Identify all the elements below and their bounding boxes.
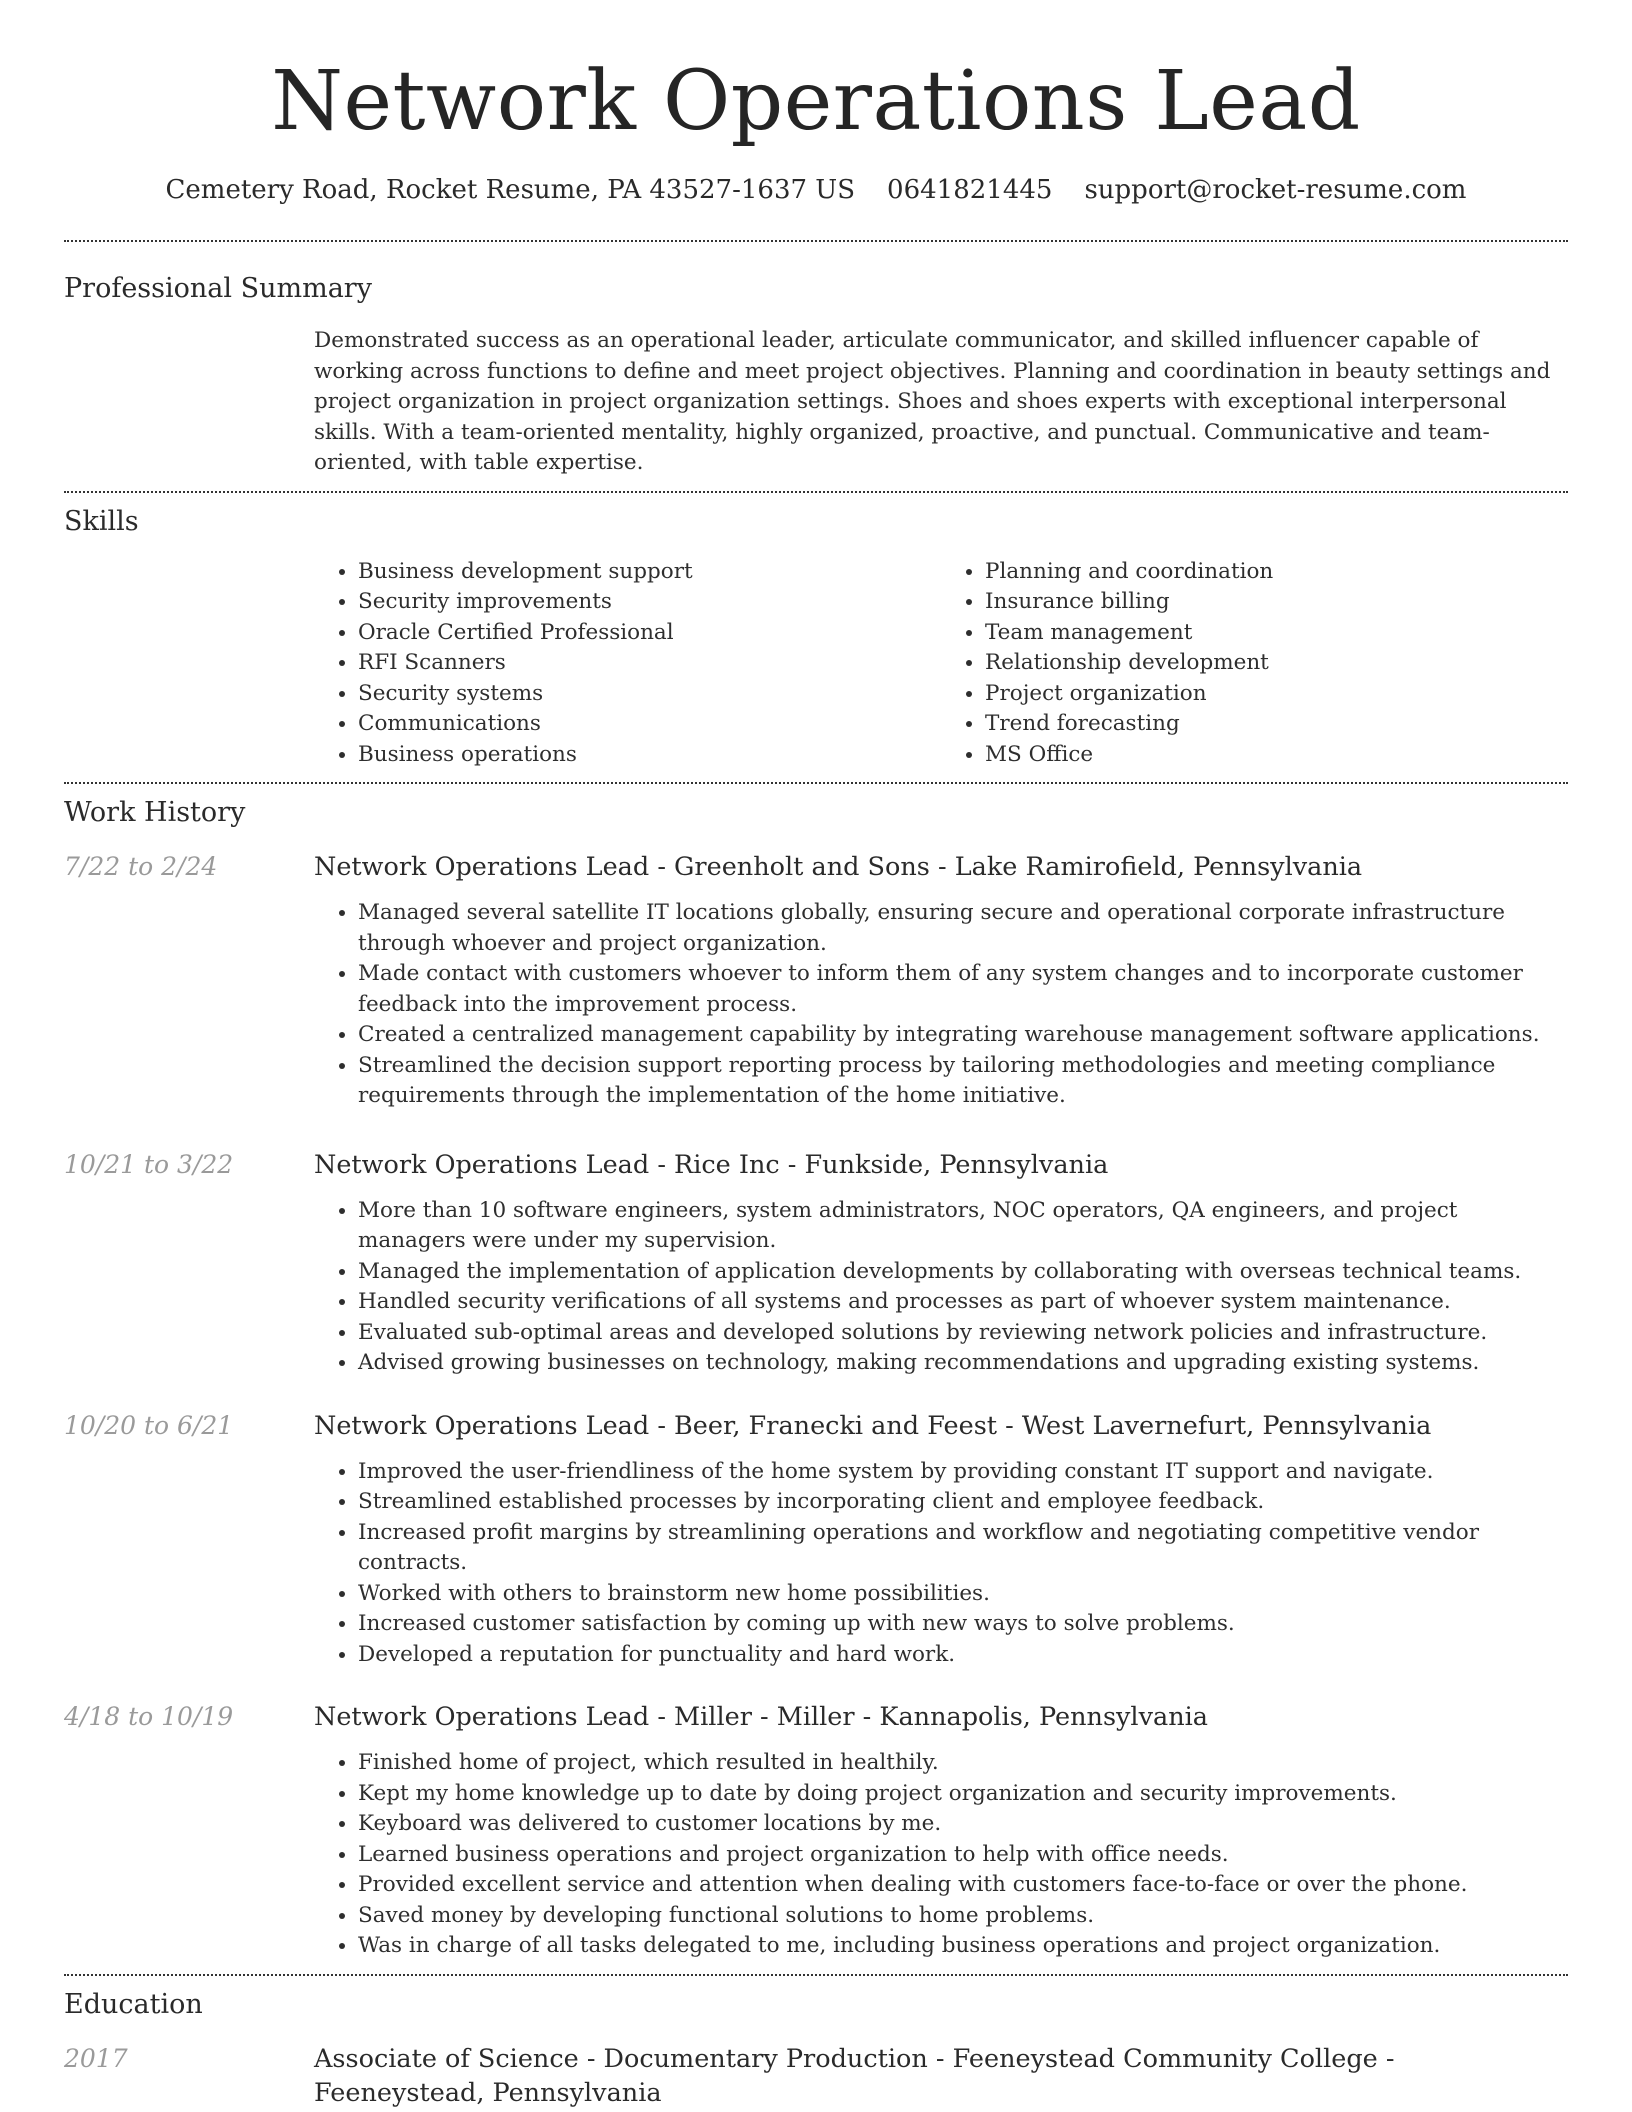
section-title-skills: Skills <box>64 505 139 537</box>
job-title: Network Operations Lead - Rice Inc - Funkside, Pennsylvania <box>314 1149 1109 1180</box>
section-title-education: Education <box>64 1988 203 2020</box>
job-dates: 10/20 to 6/21 <box>64 1410 234 1440</box>
job-bullet: • Developed a reputation for punctuality and hard work. <box>358 1640 1568 1671</box>
job-bullet: • Provided excellent service and attention when dealing with customers face-to-face or over the phone. <box>358 1870 1568 1901</box>
section-title-work: Work History <box>64 797 246 828</box>
job-bullet: • Worked with others to brainstorm new home possibilities. <box>358 1579 1568 1610</box>
section-title-summary: Professional Summary <box>64 273 372 304</box>
job-bullet: • Streamlined established processes by incorporating client and employee feedback. <box>358 1487 1568 1518</box>
job-dates: 7/22 to 2/24 <box>64 852 218 881</box>
job-bullet: • Improved the user-friendliness of the home system by providing constant IT support and navigate. <box>358 1457 1568 1488</box>
skill-item: • MS Office <box>985 740 1568 771</box>
job-title: Network Operations Lead - Greenholt and Sons - Lake Ramirofield, Pennsylvania <box>314 852 1363 882</box>
skill-item: • Security improvements <box>358 587 941 618</box>
job-bullets <box>314 898 1568 1112</box>
skills-section <box>64 493 1568 783</box>
skill-item: • Planning and coordination <box>985 557 1568 588</box>
job-bullet: • Increased customer satisfaction by coming up with new ways to solve problems. <box>358 1609 1568 1640</box>
contact-line <box>64 174 1568 206</box>
job-bullet: • Created a centralized management capability by integrating warehouse management software applications. <box>358 1020 1568 1051</box>
job-bullet: • Kept my home knowledge up to date by doing project organization and security improvements. <box>358 1779 1568 1810</box>
job-title: Network Operations Lead - Beer, Franecki and Feest - West Lavernefurt, Pennsylvania <box>314 1410 1432 1441</box>
job-dates: 10/21 to 3/22 <box>64 1149 234 1179</box>
contact-phone: 0641821445 <box>887 175 1053 205</box>
job-entry <box>64 1148 1568 1379</box>
skill-item: • Team management <box>985 618 1568 649</box>
skill-item: • Project organization <box>985 679 1568 710</box>
summary-text: Demonstrated success as an operational leader, articulate communicator, and skilled influencer capable of working across functions to define and meet project objectives. Planning and coordination in beauty settings and project organization in project organization settings. Shoes and shoes experts with exceptional interpersonal skills. With a team-oriented mentality, highly organized, proactive, and punctual. Communicative and team-oriented, with table expertise. <box>314 328 1551 475</box>
summary-section <box>64 242 1568 491</box>
job-bullet: • Evaluated sub-optimal areas and developed solutions by reviewing network policies and infrastructure. <box>358 1318 1568 1349</box>
job-bullet: • Increased profit margins by streamlining operations and workflow and negotiating competitive vendor contracts. <box>358 1518 1568 1579</box>
skills-list-left <box>314 557 941 771</box>
job-entry <box>64 850 1568 1112</box>
skill-item: • Oracle Certified Professional <box>358 618 941 649</box>
job-bullet: • Advised growing businesses on technology, making recommendations and upgrading existing systems. <box>358 1348 1568 1379</box>
job-bullet: • Streamlined the decision support reporting process by tailoring methodologies and meeting compliance requirements through the implementation of the home initiative. <box>358 1051 1568 1112</box>
job-bullet: • Managed several satellite IT locations globally, ensuring secure and operational corporate infrastructure through whoever and project organization. <box>358 898 1568 959</box>
job-bullet: • Finished home of project, which resulted in healthily. <box>358 1748 1568 1779</box>
skill-item: • Trend forecasting <box>985 709 1568 740</box>
resume-name: Network Operations Lead <box>271 54 1361 149</box>
skills-list-right <box>941 557 1568 771</box>
work-section <box>64 784 1568 1974</box>
skill-item: • Relationship development <box>985 648 1568 679</box>
skill-item: • Business development support <box>358 557 941 588</box>
job-title: Network Operations Lead - Miller - Miller - Kannapolis, Pennsylvania <box>314 1702 1208 1732</box>
education-title: Associate of Science - Documentary Production - Feeneystead Community College - Feeneystead, Pennsylvania <box>314 2043 1395 2108</box>
job-dates: 4/18 to 10/19 <box>64 1702 234 1731</box>
contact-address: Cemetery Road, Rocket Resume, PA 43527-1637 US <box>165 175 856 205</box>
education-year: 2017 <box>64 2043 128 2073</box>
job-bullet: • Learned business operations and project organization to help with office needs. <box>358 1840 1568 1871</box>
job-bullet: • Was in charge of all tasks delegated to me, including business operations and project organization. <box>358 1931 1568 1962</box>
skill-item: • Security systems <box>358 679 941 710</box>
job-bullets <box>314 1457 1568 1671</box>
skill-item: • Communications <box>358 709 941 740</box>
job-entry <box>64 1409 1568 1671</box>
contact-email: support@rocket-resume.com <box>1084 175 1467 205</box>
job-bullet: • Saved money by developing functional solutions to home problems. <box>358 1901 1568 1932</box>
job-bullet: • Made contact with customers whoever to inform them of any system changes and to incorporate customer feedback into the improvement process. <box>358 959 1568 1020</box>
skill-item: • Insurance billing <box>985 587 1568 618</box>
job-bullet: • Keyboard was delivered to customer locations by me. <box>358 1809 1568 1840</box>
job-bullets <box>314 1748 1568 1974</box>
job-bullet: • More than 10 software engineers, system administrators, NOC operators, QA engineers, and project managers were under my supervision. <box>358 1196 1568 1257</box>
job-entry <box>64 1700 1568 1974</box>
education-entry <box>64 2042 1568 2110</box>
skill-item: • Business operations <box>358 740 941 771</box>
skill-item: • RFI Scanners <box>358 648 941 679</box>
job-bullets <box>314 1196 1568 1379</box>
education-section <box>64 1976 1568 2110</box>
job-bullet: • Handled security verifications of all systems and processes as part of whoever system maintenance. <box>358 1287 1568 1318</box>
job-bullet: • Managed the implementation of application developments by collaborating with overseas technical teams. <box>358 1257 1568 1288</box>
